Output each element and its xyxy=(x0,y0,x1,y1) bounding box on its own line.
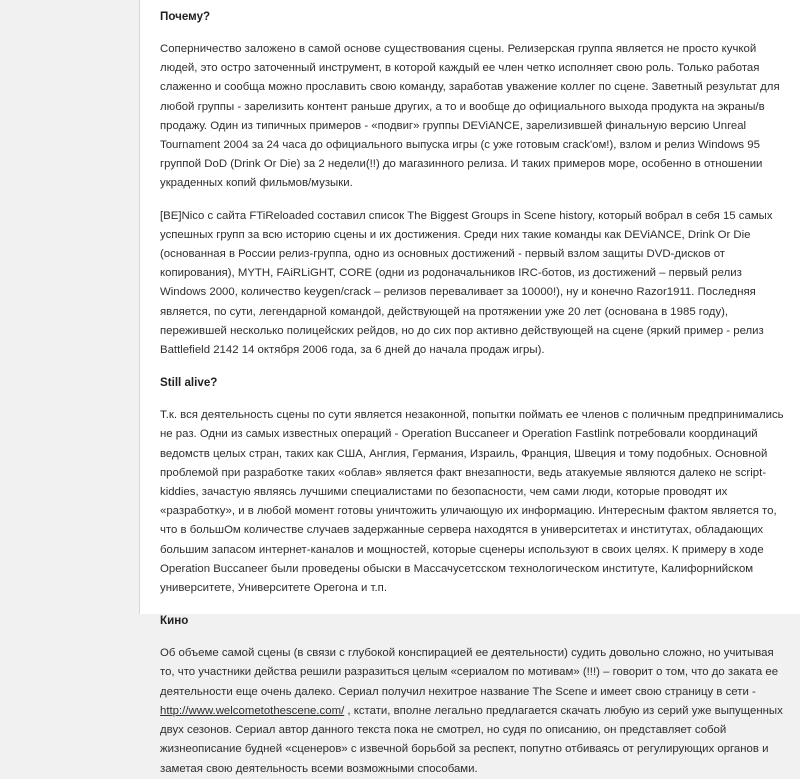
paragraph-biggest-groups: [BE]Nico с сайта FTiReloaded составил список The Biggest Groups in Scene history, который вобрал в себя 15 самых успешных групп за всю историю сцены и их достижения. Среди них такие команды как DEViANCE, Drink Or Die (основанная в России релиз-группа, одно из основных достижений - первый взлом защиты DVD-дисков от копирования), MYTH, FAiRLiGHT, CORE (одни из родоначальников IRC-ботов, из достижений – первый релиз Windows 2000, количество keygen/crack – релизов переваливает за 10000!), ну и конечно Razor1911. Последняя является, по сути, легендарной командой, действующей на протяжении уже 20 лет (основана в 1985 году), пережившей несколько полицейских рейдов, но до сих пор активно действующей на сцене (яркий пример - релиз Battlefield 2142 14 октября 2006 года, за 6 дней до начала продаж игры). xyxy=(160,209,773,357)
series-website-link[interactable]: http://www.welcometothescene.com/ xyxy=(160,704,345,717)
article-page xyxy=(139,0,800,775)
paragraph-series-text-start: Об объеме самой сцены (в связи с глубокой конспирацией ее деятельности) судить довольно сложно, но учитывая то, что участники действа решили разразиться целым «сериалом по мотивам» (!!!) – говорит о том, что до заката ее деятельности еще очень далеко. Сериал получил нехитрое название The Scene и имеет свою страницу в сети - xyxy=(160,647,779,698)
section-heading-cinema: Кино xyxy=(160,614,189,628)
section-heading-still-alive: Still alive? xyxy=(160,376,218,390)
article-body xyxy=(160,6,786,779)
paragraph-series-text-end: , кстати, вполне легально предлагается скачать любую из серий уже выпущенных двух сезонов. Сериал автор данного текста пока не смотрел, но судя по описанию, он представляет собой жизнеописание будней «сценеров» с извечной борьбой за респект, попутно отбиваясь от регулирующих органов и заметая свою деятельность всеми возможными способами. xyxy=(160,704,783,775)
section-heading-why: Почему? xyxy=(160,10,211,23)
paragraph-rivalry: Соперничество заложено в самой основе существования сцены. Релизерская группа является не просто кучкой людей, это остро заточенный инструмент, в которой каждый ее член четко исполняет свою роль. Только работая слаженно и сообща можно прославить свою команду, заработав уважение коллег по сцене. Заветный результат для любой группы - зарелизить контент раньше других, а то и вообще до официального выхода продукта на экраны/в продажу. Один из типичных примеров - «подвиг» группы DEViANCE, зарелизившей финальную версию Unreal Tournament 2004 за 24 часа до официального выпуска игры (с уже готовым crack'ом!), взлом и релиз Windows 95 группой DoD (Drink Or Die) за 2 недели(!!) до магазинного релиза. И таких примеров море, особенно в отношении украденных копий фильмов/музыки. xyxy=(160,43,780,190)
paragraph-series xyxy=(160,644,786,778)
paragraph-operations: Т.к. вся деятельность сцены по сути является незаконной, попытки поймать ее членов с поличным предпринимались не раз. Одни из самых известных операций - Operation Buccaneer и Operation Fastlink потребовали координаций ведомств целых стран, таких как США, Англия, Германия, Израиль, Франция, Швеция и тому подобных. Основной проблемой при разработке таких «облав» является факт внезапности, ведь атакуемые являются далеко не script-kiddies, зачастую являясь лучшими специалистами по безопасности, чем сами люди, которые проводят их «разработку», и в любой момент готовы уничтожить уличающую их информацию. Интересным фактом является то, что в большОм количестве случаев задержанные сервера находятся в университетах и институтах, обладающих большим запасом интернет-каналов и мощностей, которые сценеры используют в своих целях. К примеру в ходе Operation Buccaneer были проведены обыски в Массачусетсском технологическом институте, Калифорнийском университете, Университете Орегона и т.п. xyxy=(160,409,784,595)
